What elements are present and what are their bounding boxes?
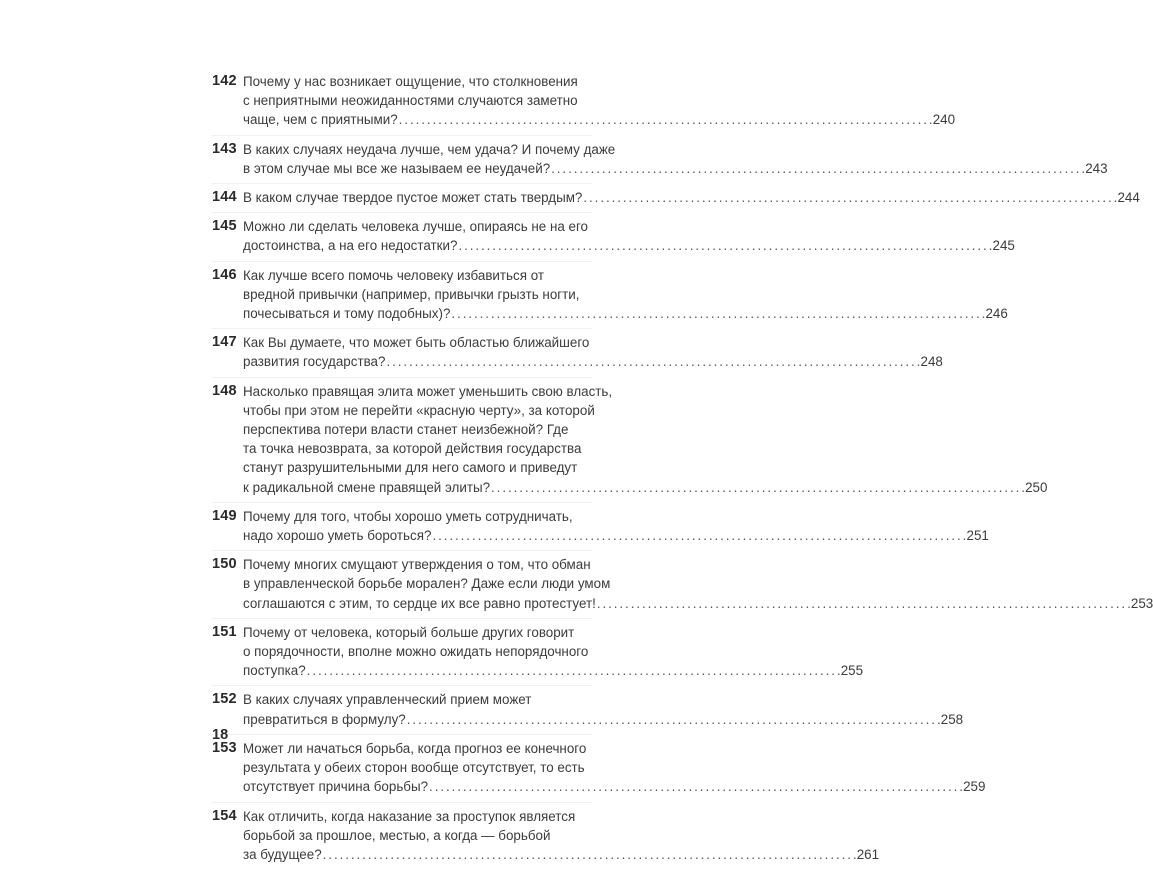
entry-title-line: Можно ли сделать человека лучше, опираясь не на его — [243, 219, 589, 235]
entry-title-line: за будущее? — [243, 846, 322, 862]
entry-page-number[interactable]: 251 — [966, 528, 989, 544]
entry-title — [243, 739, 985, 797]
entry-title — [243, 507, 989, 545]
table-of-contents — [212, 70, 1153, 871]
dot-leader — [458, 236, 991, 255]
entry-last-line — [243, 110, 955, 129]
entry-title-line: Как лучше всего помочь человеку избавиться от — [243, 267, 544, 283]
entry-page-number[interactable]: 255 — [840, 663, 864, 679]
entry-last-line — [243, 661, 863, 680]
entry-title — [243, 266, 1008, 324]
entry-title-line: в этом случае мы все же называем ее неудачей? — [243, 160, 551, 176]
entry-page-number[interactable]: 240 — [932, 112, 956, 128]
entry-title-line: чаще, чем с приятными? — [243, 112, 398, 128]
entry-page-number[interactable]: 258 — [940, 711, 964, 727]
entry-last-line — [243, 710, 963, 729]
entry-number: 144 — [212, 189, 237, 206]
entry-last-line — [243, 526, 989, 545]
entry-title-line: Почему у нас возникает ощущение, что столкновения — [243, 74, 578, 89]
entry-title-line: надо хорошо уметь бороться? — [243, 528, 432, 544]
entry-title-line: к радикальной смене правящей элиты? — [243, 479, 491, 495]
entry-last-line — [243, 188, 1140, 207]
entry-title — [243, 188, 1140, 207]
entry-page-number[interactable]: 250 — [1025, 479, 1048, 495]
entry-title-line: перспектива потери власти станет неизбежной? Где — [243, 422, 569, 438]
entry-number: 151 — [212, 623, 237, 640]
entry-number: 146 — [212, 266, 237, 283]
dot-leader — [432, 526, 965, 545]
entry-title — [243, 217, 1015, 255]
toc-entry[interactable] — [212, 138, 1108, 184]
entry-title-line: Почему от человека, который больше других говорит — [243, 624, 575, 640]
entry-page-number[interactable]: 245 — [992, 238, 1015, 254]
entry-title-line: станут разрушительными для него самого и приведут — [243, 460, 578, 476]
entry-title-line: Насколько правящая элита может уменьшить свою власть, — [243, 383, 613, 399]
entry-last-line — [243, 304, 1008, 323]
dot-leader — [323, 845, 856, 864]
entry-title — [243, 382, 1047, 497]
entry-title-line: почесываться и тому подобных)? — [243, 306, 451, 322]
entry-title-line: поступка? — [243, 663, 306, 679]
entry-number: 147 — [212, 334, 237, 351]
entry-number: 150 — [212, 556, 237, 573]
entry-number: 145 — [212, 218, 237, 235]
entry-page-number[interactable]: 243 — [1085, 160, 1108, 176]
entry-title — [243, 623, 863, 681]
toc-entry[interactable] — [212, 380, 1048, 503]
entry-page-number[interactable]: 259 — [963, 779, 986, 795]
entry-title — [243, 807, 879, 865]
entry-page-number[interactable]: 261 — [856, 846, 880, 862]
entry-title-line: Почему многих смущают утверждения о том, что обман — [243, 557, 591, 573]
toc-entry[interactable] — [212, 805, 880, 870]
entry-last-line — [243, 777, 985, 796]
dot-leader — [583, 188, 1116, 207]
entry-number: 142 — [212, 73, 237, 89]
toc-entry[interactable] — [212, 215, 1015, 261]
entry-last-line — [243, 845, 879, 864]
entry-last-line — [243, 478, 1047, 497]
dot-leader — [597, 594, 1130, 613]
entry-title-line: в управленческой борьбе морален? Даже если люди умом — [243, 576, 611, 592]
dot-leader — [386, 352, 919, 371]
dot-leader — [491, 478, 1024, 497]
entry-title-line: достоинства, а на его недостатки? — [243, 238, 458, 254]
entry-number: 143 — [212, 140, 237, 157]
entry-title-line: превратиться в формулу? — [243, 711, 406, 727]
dot-leader — [307, 661, 840, 680]
entry-page-number[interactable]: 246 — [985, 306, 1008, 322]
toc-entry[interactable] — [212, 553, 1153, 619]
toc-entry[interactable] — [212, 186, 1140, 213]
entry-title-line: В каком случае твердое пустое может стать твердым? — [243, 190, 583, 206]
entry-title-line: с неприятными неожиданностями случаются заметно — [243, 93, 578, 109]
toc-entry[interactable] — [212, 737, 986, 803]
entry-number: 153 — [212, 739, 237, 756]
entry-title-line: В каких случаях управленческий прием может — [243, 692, 532, 708]
entry-title-line: та точка невозврата, за которой действия государства — [243, 441, 582, 457]
entry-title — [243, 140, 1108, 178]
entry-number: 154 — [212, 807, 237, 824]
entry-title-line: вредной привычки (например, привычки грызть ногти, — [243, 286, 580, 302]
dot-leader — [451, 304, 984, 323]
toc-entry[interactable] — [212, 505, 989, 551]
entry-title — [243, 72, 955, 130]
entry-title-line: Как Вы думаете, что может быть областью ближайшего — [243, 335, 590, 351]
entry-title-line: развития государства? — [243, 354, 386, 370]
entry-title-line: В каких случаях неудача лучше, чем удача? И почему даже — [243, 141, 616, 157]
toc-entry[interactable] — [212, 70, 956, 136]
entry-last-line — [243, 236, 1015, 255]
toc-entry[interactable] — [212, 264, 1008, 330]
entry-number: 148 — [212, 382, 237, 399]
entry-page-number[interactable]: 253 — [1130, 595, 1153, 611]
entry-title — [243, 690, 963, 728]
entry-title — [243, 555, 1153, 613]
page-number: 18 — [212, 727, 229, 743]
entry-title-line: отсутствует причина борьбы? — [243, 779, 429, 795]
dot-leader — [407, 710, 940, 729]
entry-title-line: Как отличить, когда наказание за проступок является — [243, 808, 576, 824]
entry-title-line: соглашаются с этим, то сердце их все равно протестует! — [243, 595, 596, 611]
entry-title-line: Почему для того, чтобы хорошо уметь сотрудничать, — [243, 508, 573, 524]
entry-last-line — [243, 594, 1153, 613]
dot-leader — [551, 159, 1084, 178]
entry-page-number[interactable]: 248 — [920, 354, 943, 370]
entry-title — [243, 333, 943, 371]
entry-title-line: результата у обеих сторон вообще отсутствует, то есть — [243, 760, 585, 776]
entry-title-line: борьбой за прошлое, местью, а когда — борьбой — [243, 827, 551, 843]
entry-page-number[interactable]: 244 — [1117, 190, 1140, 206]
entry-title-line: чтобы при этом не перейти «красную черту», за которой — [243, 402, 595, 418]
entry-title-line: о порядочности, вполне можно ожидать непорядочного — [243, 644, 589, 660]
entry-number: 149 — [212, 507, 237, 524]
entry-last-line — [243, 352, 943, 371]
toc-entry[interactable] — [212, 331, 943, 377]
dot-leader — [399, 110, 932, 129]
dot-leader — [429, 777, 962, 796]
entry-title-line: Может ли начаться борьба, когда прогноз ее конечного — [243, 740, 587, 756]
toc-entry[interactable] — [212, 621, 864, 687]
entry-number: 152 — [212, 691, 237, 708]
toc-entry[interactable] — [212, 688, 964, 734]
entry-last-line — [243, 159, 1108, 178]
